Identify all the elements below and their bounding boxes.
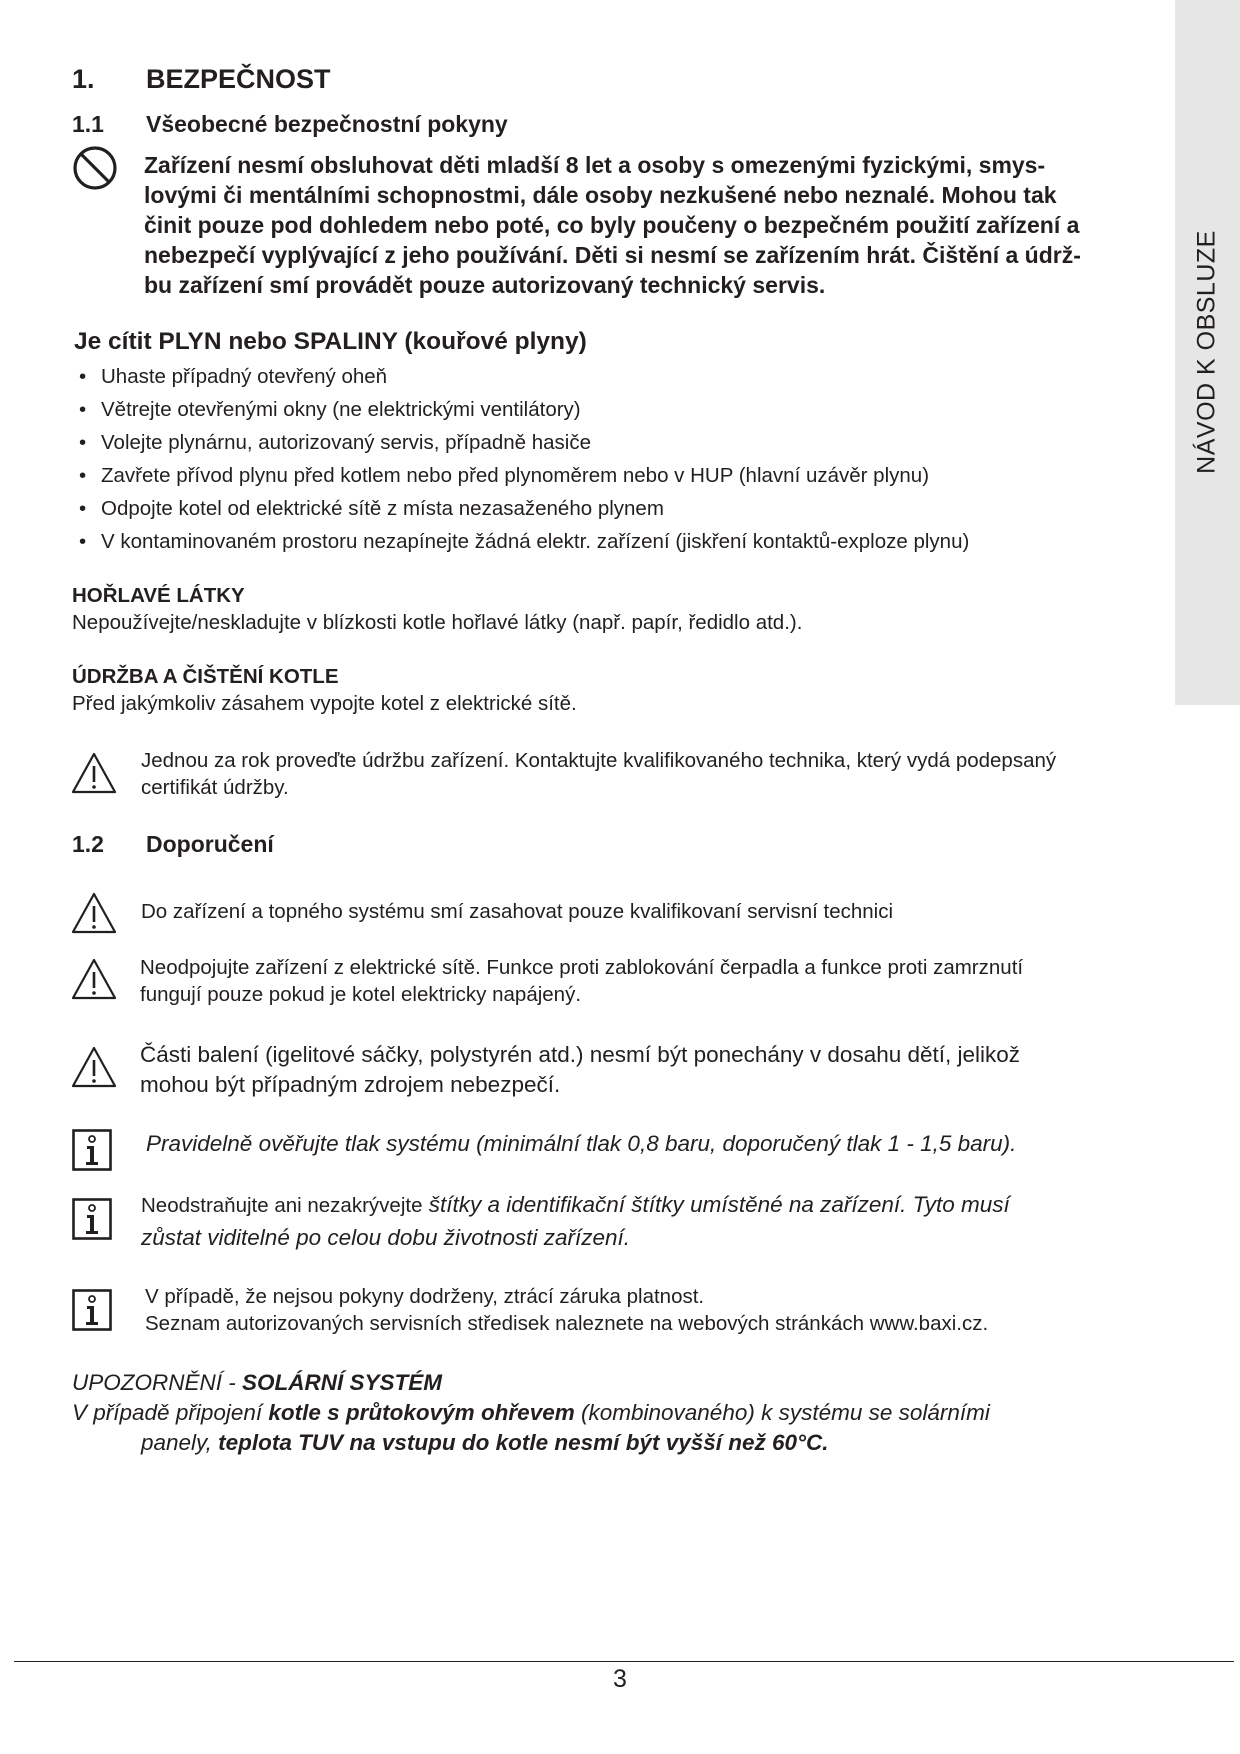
labels-info: [141, 1190, 1010, 1253]
subsection-title: Doporučení: [146, 831, 274, 857]
maintenance-warning: [141, 747, 1056, 801]
flammable-text: Nepoužívejte/neskladujte v blízkosti kotle hořlavé látky (např. papír, ředidlo atd.).: [72, 611, 803, 634]
list-item: • Odpojte kotel od elektrické sítě z místa nezasaženého plynem: [79, 492, 969, 525]
info-icon: [72, 1289, 112, 1331]
list-item: • Zavřete přívod plynu před kotlem nebo před plynoměrem nebo v HUP (hlavní uzávěr plynu): [79, 459, 969, 492]
warning-icon: [70, 957, 118, 1001]
warning-icon: [70, 891, 118, 935]
warning-icon: [70, 1045, 118, 1089]
subsection-number: 1.1: [72, 111, 104, 137]
flammable-heading: HOŘLAVÉ LÁTKY: [72, 584, 245, 607]
side-tab-label: NÁVOD K OBSLUZE: [1192, 230, 1221, 474]
solar-text-bold: kotle s průtokovým ohřevem: [268, 1400, 575, 1425]
gas-instructions-list: [79, 360, 969, 558]
solar-heading-prefix: UPOZORNĚNÍ -: [72, 1370, 243, 1395]
solar-heading: [72, 1368, 442, 1398]
warning-line: lovými či mentálními schopnostmi, dále osoby nezkušené nebo neznalé. Mohou tak: [144, 182, 1057, 208]
warranty-info: [145, 1283, 988, 1337]
labels-info-rest: štítky a identifikační štítky umístěné na zařízení. Tyto musí: [422, 1192, 1010, 1217]
solar-text: panely,: [141, 1430, 219, 1455]
warning-line: fungují pouze pokud je kotel elektricky napájený.: [140, 983, 582, 1006]
warning-line: nebezpečí vyplývající z jeho používání. Děti si nesmí se zařízením hrát. Čištění a údrž-: [144, 242, 1081, 268]
section-number: 1.: [72, 64, 95, 94]
labels-info-line2: zůstat viditelné po celou dobu životnosti zařízení.: [141, 1225, 631, 1250]
child-safety-warning: [144, 150, 1164, 300]
warning-line: činit pouze pod dohledem nebo poté, co byly poučeny o bezpečném použití zařízení a: [144, 212, 1080, 238]
warning-line: Zařízení nesmí obsluhovat děti mladší 8 let a osoby s omezenými fyzickými, smys-: [144, 152, 1046, 178]
labels-info-prefix: Neodstraňujte ani nezakrývejte: [141, 1194, 423, 1217]
warning-line: bu zařízení smí provádět pouze autorizovaný technický servis.: [144, 272, 826, 298]
warning-line: Části balení (igelitové sáčky, polystyrén atd.) nesmí být ponechány v dosahu dětí, jelikož: [140, 1042, 1021, 1067]
warning-line: mohou být případným zdrojem nebezpečí.: [140, 1072, 561, 1097]
warning-line: Jednou za rok proveďte údržbu zařízení. Kontaktujte kvalifikovaného technika, který vydá podepsaný: [141, 749, 1057, 772]
technician-warning: Do zařízení a topného systému smí zasahovat pouze kvalifikovaní servisní technici: [141, 900, 894, 923]
maintenance-text: Před jakýmkoliv zásahem vypojte kotel z elektrické sítě.: [72, 692, 577, 715]
solar-text: (kombinovaného) k systému se solárními: [574, 1400, 990, 1425]
page-number: 3: [613, 1665, 627, 1693]
list-item: • Větrejte otevřenými okny (ne elektrickými ventilátory): [79, 393, 969, 426]
list-item: • Volejte plynárnu, autorizovaný servis, případně hasiče: [79, 426, 969, 459]
solar-text: V případě připojení: [72, 1400, 269, 1425]
footer-divider: [14, 1661, 1234, 1662]
info-icon: [72, 1198, 112, 1240]
solar-line-2: [141, 1428, 829, 1458]
section-title: BEZPEČNOST: [146, 64, 331, 94]
power-warning: [140, 954, 1023, 1008]
maintenance-heading: ÚDRŽBA A ČIŠTĚNÍ KOTLE: [72, 665, 339, 688]
info-line: Seznam autorizovaných servisních středisek naleznete na webových stránkách www.baxi.cz.: [145, 1312, 989, 1335]
prohibition-icon: [72, 145, 118, 191]
pressure-info: Pravidelně ověřujte tlak systému (minimální tlak 0,8 baru, doporučený tlak 1 - 1,5 baru).: [146, 1131, 1017, 1156]
info-icon: [72, 1129, 112, 1171]
subsection-number: 1.2: [72, 831, 104, 857]
packaging-warning: [140, 1040, 1020, 1100]
warning-line: certifikát údržby.: [141, 776, 289, 799]
solar-heading-bold: SOLÁRNÍ SYSTÉM: [242, 1370, 443, 1395]
solar-line-1: [72, 1398, 990, 1428]
warning-line: Neodpojujte zařízení z elektrické sítě. Funkce proti zablokování čerpadla a funkce proti zamrznutí: [140, 956, 1024, 979]
list-item: • Uhaste případný otevřený oheň: [79, 360, 969, 393]
subsection-title: Všeobecné bezpečnostní pokyny: [146, 111, 508, 137]
solar-text-bold: teplota TUV na vstupu do kotle nesmí být vyšší než 60°C.: [218, 1430, 829, 1455]
warning-icon: [70, 751, 118, 795]
info-line: V případě, že nejsou pokyny dodrženy, ztrácí záruka platnost.: [145, 1285, 705, 1308]
list-item: • V kontaminovaném prostoru nezapínejte žádná elektr. zařízení (jiskření kontaktů-exploze plynu): [79, 525, 969, 558]
gas-heading: Je cítit PLYN nebo SPALINY (kouřové plyny): [74, 328, 587, 355]
